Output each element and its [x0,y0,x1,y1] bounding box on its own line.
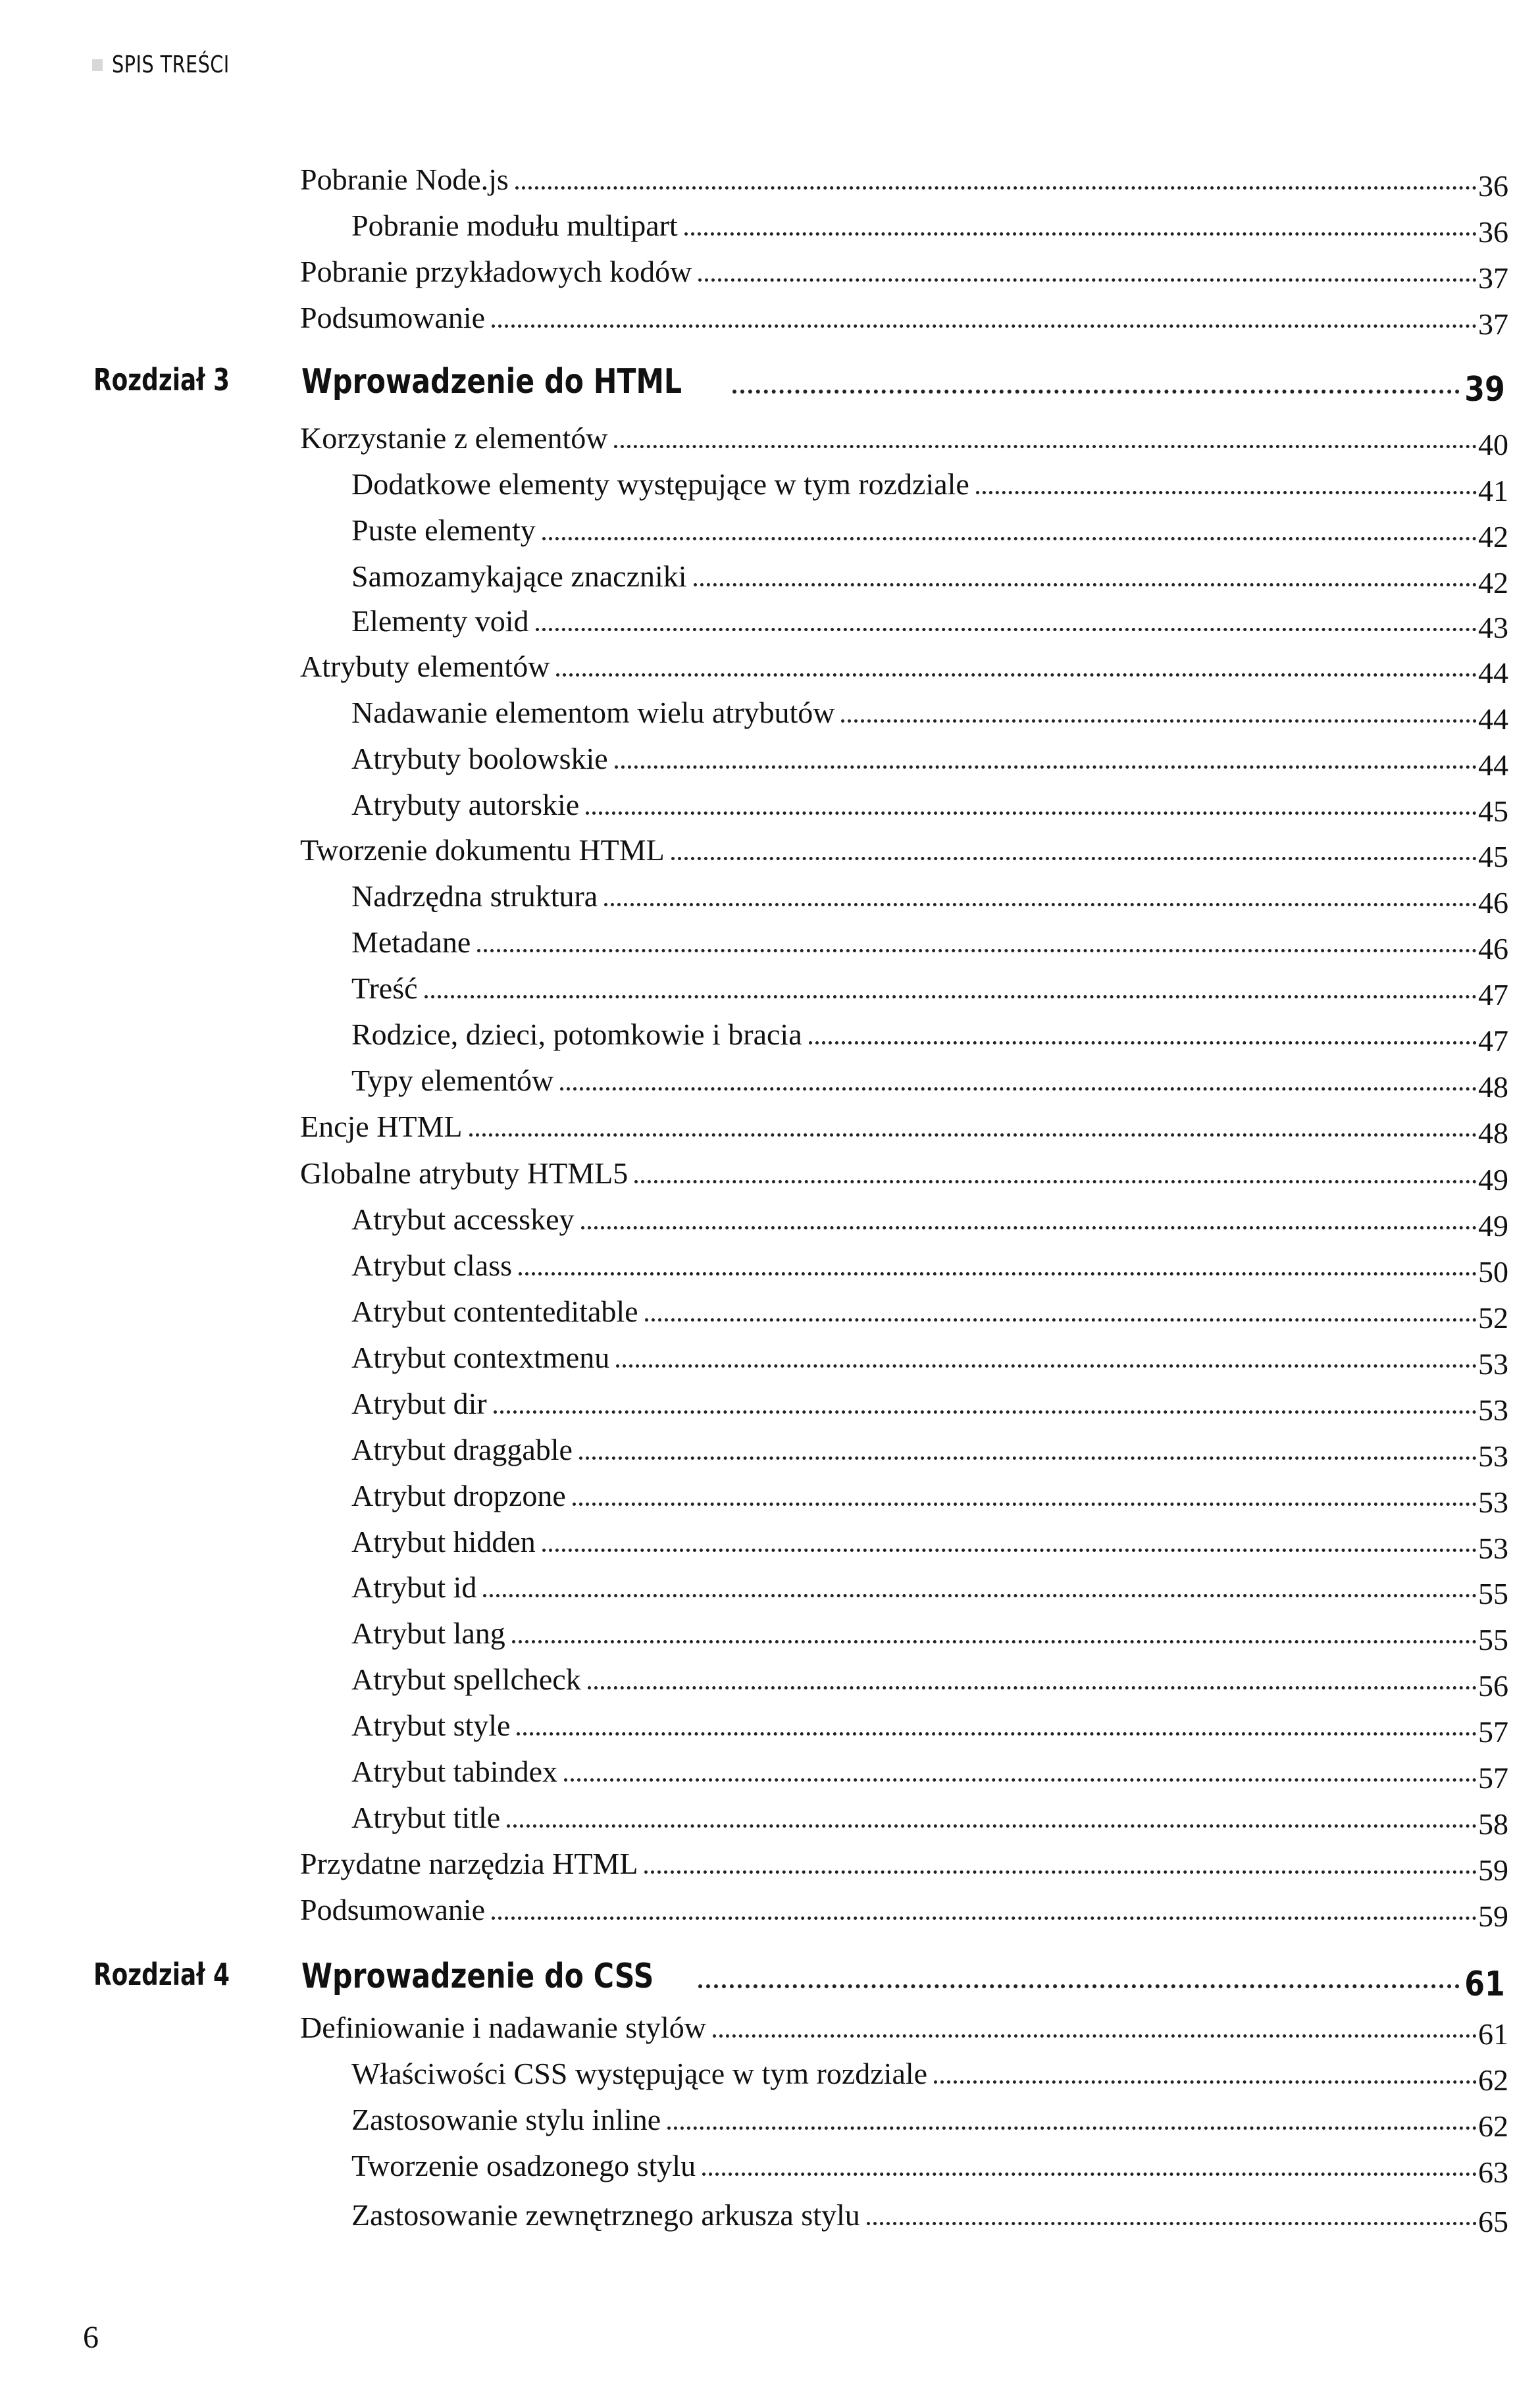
entry-page-number: 52 [1478,1301,1508,1335]
toc-entry-link[interactable] [300,255,1508,295]
toc-row [0,460,1540,507]
dot-leader [507,1824,1477,1828]
entry-page-number: 36 [1478,215,1508,249]
toc-entry-link[interactable] [351,2198,1508,2238]
entry-title: Atrybuty elementów [300,650,550,683]
entry-page-number: 55 [1478,1623,1508,1657]
toc-entry-link[interactable] [300,833,1508,873]
toc-entry-link[interactable] [351,1341,1508,1381]
entry-title: Typy elementów [351,1064,554,1097]
toc-entry-link[interactable] [300,1110,1508,1150]
entry-title: Atrybut draggable [351,1433,573,1466]
dot-leader [581,1226,1477,1229]
toc-entry-link[interactable] [300,2011,1508,2051]
entry-page-number: 61 [1464,1965,1505,2004]
dot-leader [536,628,1477,631]
toc-row [0,1056,1540,1104]
toc-row [0,1793,1540,1841]
toc-row [0,872,1540,919]
entry-title: Atrybut id [351,1570,477,1604]
dot-leader [483,1594,1477,1597]
dot-leader [809,1041,1477,1044]
entry-page-number: 36 [1478,169,1508,203]
toc-row [0,781,1540,828]
dot-leader [477,949,1477,952]
dot-leader [517,1732,1477,1736]
toc-entry-link[interactable] [351,2057,1508,2097]
entry-page-number: 57 [1478,1715,1508,1749]
toc-entry-link[interactable] [300,1847,1508,1887]
entry-page-number: 58 [1478,1807,1508,1841]
toc-row [0,552,1540,600]
dot-leader [519,1272,1477,1275]
dot-leader [934,2080,1477,2084]
entry-title: Pobranie przykładowych kodów [300,255,692,288]
toc-row [0,1518,1540,1565]
entry-page-number: 39 [1464,370,1505,409]
toc-entry-link[interactable] [351,696,1508,736]
toc-row [0,1195,1540,1243]
running-head [92,51,259,78]
toc-entry-link[interactable] [351,925,1508,966]
entry-page-number: 62 [1478,2109,1508,2143]
dot-leader [542,537,1477,540]
entry-title: Właściwości CSS występujące w tym rozdziale [351,2057,928,2090]
entry-title: Atrybut title [351,1801,501,1834]
toc-entry-link[interactable] [351,1616,1508,1657]
entry-title: Atrybut style [351,1709,511,1742]
entry-title: Dodatkowe elementy występujące w tym rozdziale [351,467,969,501]
entry-title: Nadawanie elementom wielu atrybutów [351,696,835,729]
toc-row [0,1102,1540,1150]
toc-entry-link[interactable] [351,2149,1508,2189]
toc-entry-link[interactable] [351,1525,1508,1565]
toc-row [0,201,1540,249]
entry-page-number: 41 [1478,474,1508,507]
dot-leader [573,1503,1477,1506]
entry-page-number: 50 [1478,1255,1508,1289]
toc-row [0,1149,1540,1197]
entry-title: Puste elementy [351,513,536,547]
chapter-label: Rozdział 3 [93,362,230,398]
entry-page-number: 42 [1478,566,1508,600]
toc-entry-link[interactable] [300,1893,1508,1933]
entry-page-number: 45 [1478,840,1508,873]
dot-leader [698,278,1477,282]
entry-title: Atrybuty boolowskie [351,742,608,775]
dot-leader [492,1917,1477,1920]
toc-row [0,2049,1540,2097]
dot-leader [667,2126,1477,2130]
dot-leader [512,1640,1477,1643]
toc-entry-link[interactable] [300,1156,1508,1197]
entry-title: Podsumowanie [300,1893,486,1926]
dot-leader [867,2222,1477,2225]
entry-title: Korzystanie z elementów [300,421,608,455]
entry-title: Wprowadzenie do CSS [301,1957,654,1996]
toc-row [0,414,1540,461]
dot-leader [634,1180,1477,1183]
entry-page-number: 53 [1478,1393,1508,1427]
toc-row [0,1426,1540,1473]
entry-title: Zastosowanie stylu inline [351,2103,661,2136]
toc-entry-link[interactable] [300,650,1508,690]
chapter-label: Rozdział 4 [93,1957,230,1992]
toc-entry-link[interactable] [351,1570,1508,1610]
entry-title: Atrybut tabindex [351,1755,557,1788]
running-head-label: SPIS TREŚCI [112,51,230,78]
entry-title: Pobranie modułu multipart [351,209,678,242]
toc-entry-link[interactable] [351,1755,1508,1795]
toc-row [0,1886,1540,1933]
dot-leader [494,1410,1477,1414]
entry-page-number: 56 [1478,1669,1508,1703]
toc-entry-link[interactable] [351,1662,1508,1703]
chapter-title-link[interactable] [301,362,1508,409]
dot-leader [515,186,1477,190]
entry-page-number: 53 [1478,1439,1508,1473]
entry-title: Wprowadzenie do HTML [301,362,682,401]
toc-entry-link[interactable] [351,1801,1508,1841]
entry-title: Atrybut accesskey [351,1202,575,1236]
entry-page-number: 57 [1478,1761,1508,1795]
entry-title: Rodzice, dzieci, potomkowie i bracia [351,1017,802,1051]
dot-leader [616,1364,1477,1368]
toc-entry-link[interactable] [351,971,1508,1012]
page-number: 6 [83,2320,99,2355]
dot-leader [645,1318,1477,1322]
running-head-marker-icon [92,59,103,71]
entry-title: Atrybuty autorskie [351,788,580,821]
entry-title: Elementy void [351,604,529,638]
entry-page-number: 47 [1478,978,1508,1012]
dot-leader [614,445,1477,448]
entry-page-number: 65 [1478,2205,1508,2238]
entry-title: Atrybut contextmenu [351,1341,610,1374]
toc-row [0,506,1540,554]
toc-row [0,734,1540,782]
entry-page-number: 42 [1478,520,1508,554]
entry-page-number: 62 [1478,2063,1508,2097]
entry-page-number: 44 [1478,702,1508,736]
dot-leader [644,1870,1477,1874]
entry-title: Atrybut dropzone [351,1479,566,1512]
entry-page-number: 48 [1478,1070,1508,1104]
entry-page-number: 40 [1478,428,1508,461]
toc-entry-link[interactable] [351,1387,1508,1427]
toc-row [0,642,1540,690]
toc-entry-link[interactable] [300,421,1508,461]
dot-leader [579,1456,1477,1460]
entry-page-number: 46 [1478,886,1508,919]
toc-entry-link[interactable] [351,1433,1508,1473]
toc-row [0,1379,1540,1427]
entry-title: Tworzenie osadzonego stylu [351,2149,696,2182]
entry-page-number: 55 [1478,1577,1508,1610]
entry-page-number: 53 [1478,1485,1508,1519]
chapter-row [0,1954,1540,2004]
entry-page-number: 44 [1478,748,1508,782]
dot-leader [698,1984,1460,1988]
toc-row [0,918,1540,966]
entry-title: Nadrzędna struktura [351,879,598,913]
entry-title: Samozamykające znaczniki [351,559,687,593]
entry-page-number: 53 [1478,1532,1508,1565]
toc-row [0,1010,1540,1058]
dot-leader [732,390,1460,394]
toc-row [0,2003,1540,2051]
toc-entry-link[interactable] [351,467,1508,507]
entry-page-number: 48 [1478,1116,1508,1150]
toc-entry-link[interactable] [351,513,1508,554]
toc-row [0,826,1540,873]
toc-entry-link[interactable] [351,788,1508,828]
entry-page-number: 63 [1478,2155,1508,2189]
toc-entry-link[interactable] [351,209,1508,249]
entry-title: Pobranie Node.js [300,163,509,196]
entry-title: Atrybut dir [351,1387,487,1420]
dot-leader [713,2034,1477,2038]
entry-title: Zastosowanie zewnętrznego arkusza stylu [351,2198,860,2232]
toc-row [0,1655,1540,1703]
dot-leader [542,1549,1477,1552]
dot-leader [615,765,1477,769]
entry-page-number: 37 [1478,307,1508,341]
toc-entry-link[interactable] [351,559,1508,600]
dot-leader [492,324,1477,328]
toc-entry-link[interactable] [300,163,1508,203]
toc-row [0,597,1540,644]
toc-row [0,688,1540,736]
toc-entry-link[interactable] [300,301,1508,341]
dot-leader [671,857,1477,860]
dot-leader [841,719,1477,723]
entry-title: Tworzenie dokumentu HTML [300,833,665,867]
toc-row [0,1840,1540,1887]
entry-title: Metadane [351,925,471,959]
toc-row [0,1333,1540,1381]
toc-row [0,1241,1540,1289]
toc-entry-link[interactable] [351,1249,1508,1289]
entry-page-number: 37 [1478,261,1508,295]
toc-row [0,2191,1540,2238]
entry-title: Atrybut hidden [351,1525,536,1558]
toc-entry-link[interactable] [351,1017,1508,1058]
dot-leader [586,811,1477,815]
entry-page-number: 59 [1478,1899,1508,1933]
entry-title: Podsumowanie [300,301,486,334]
entry-title: Definiowanie i nadawanie stylów [300,2011,706,2044]
toc-row [0,2096,1540,2143]
toc-row [0,1287,1540,1335]
chapter-title-link[interactable] [301,1957,1508,2004]
entry-title: Atrybut spellcheck [351,1662,581,1696]
dot-leader [424,995,1477,998]
toc-row [0,155,1540,203]
toc-entry-link[interactable] [351,1202,1508,1243]
toc-row [0,247,1540,295]
entry-page-number: 46 [1478,932,1508,966]
entry-page-number: 49 [1478,1209,1508,1243]
entry-title: Atrybut class [351,1249,513,1282]
entry-page-number: 53 [1478,1347,1508,1381]
dot-leader [469,1133,1477,1137]
dot-leader [702,2173,1477,2176]
toc-entry-link[interactable] [351,879,1508,919]
toc-row [0,2142,1540,2189]
toc-row [0,1747,1540,1795]
entry-title: Encje HTML [300,1110,463,1143]
entry-page-number: 45 [1478,794,1508,828]
entry-page-number: 61 [1478,2017,1508,2051]
dot-leader [560,1087,1477,1091]
chapter-row [0,359,1540,409]
entry-page-number: 49 [1478,1163,1508,1197]
toc-row [0,964,1540,1012]
entry-title: Atrybut contenteditable [351,1295,638,1328]
toc-entry-link[interactable] [351,604,1508,644]
dot-leader [588,1686,1477,1689]
toc-row [0,294,1540,341]
entry-title: Atrybut lang [351,1616,505,1650]
toc-row [0,1563,1540,1610]
toc-entry-link[interactable] [351,742,1508,782]
dot-leader [556,673,1477,677]
toc-entry-link[interactable] [351,1479,1508,1519]
entry-page-number: 59 [1478,1853,1508,1887]
entry-title: Przydatne narzędzia HTML [300,1847,638,1880]
dot-leader [694,583,1477,586]
toc-entry-link[interactable] [351,2103,1508,2143]
entry-title: Globalne atrybuty HTML5 [300,1156,629,1190]
toc-row [0,1701,1540,1749]
dot-leader [604,903,1477,906]
dot-leader [976,491,1477,494]
toc-row [0,1472,1540,1519]
entry-page-number: 47 [1478,1024,1508,1058]
dot-leader [564,1778,1477,1782]
toc-entry-link[interactable] [351,1064,1508,1104]
dot-leader [684,232,1477,236]
toc-row [0,1609,1540,1657]
toc-entry-link[interactable] [351,1295,1508,1335]
entry-page-number: 43 [1478,611,1508,644]
entry-page-number: 44 [1478,656,1508,690]
toc-entry-link[interactable] [351,1709,1508,1749]
entry-title: Treść [351,971,418,1005]
